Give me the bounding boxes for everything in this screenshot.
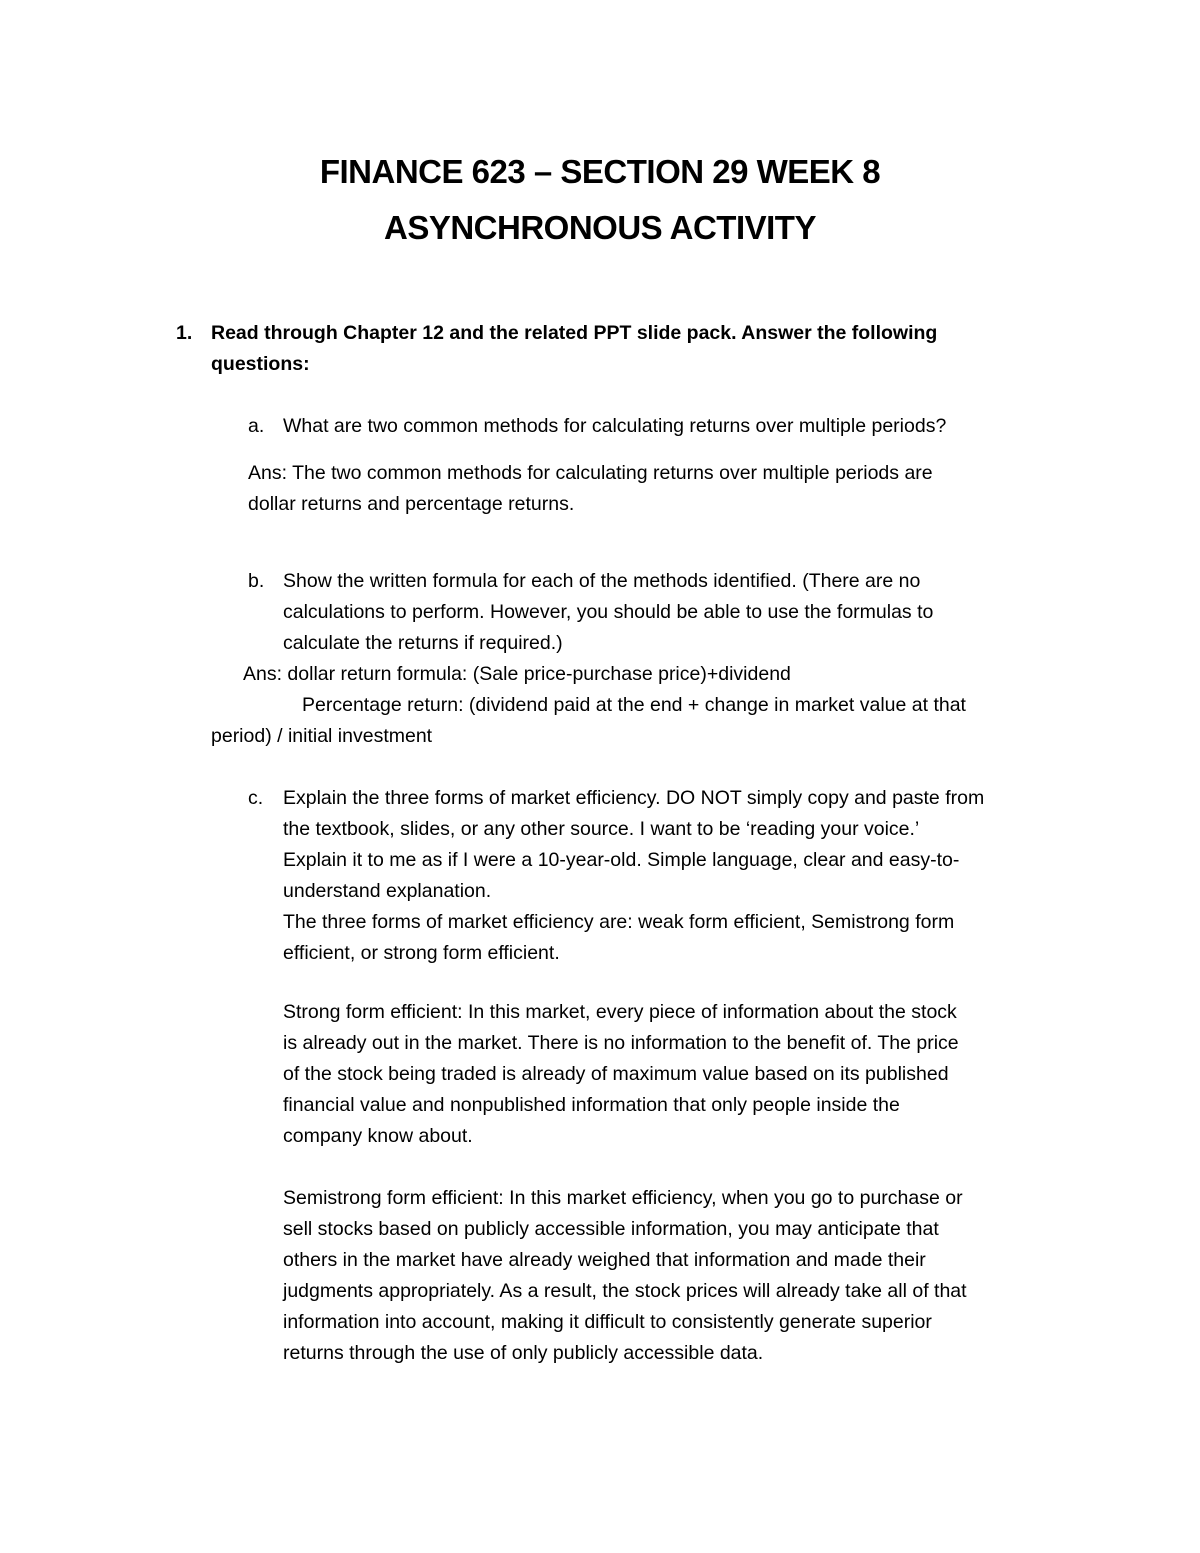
document-title-line-2: ASYNCHRONOUS ACTIVITY — [384, 209, 816, 246]
document-title-line-1: FINANCE 623 – SECTION 29 WEEK 8 — [319, 153, 881, 190]
strong-form-line-2: is already out in the market. There is no information to the benefit of. The price — [283, 1032, 959, 1054]
semistrong-form-line-3: others in the market have already weighed that information and made their — [283, 1249, 926, 1271]
question-c-line-4: understand explanation. — [283, 880, 492, 902]
question-c-line-1: Explain the three forms of market efficiency. DO NOT simply copy and paste from — [283, 787, 985, 809]
answer-a-line-2: dollar returns and percentage returns. — [248, 493, 575, 515]
answer-b-line-1: Ans: dollar return formula: (Sale price-purchase price)+dividend — [243, 663, 791, 685]
answer-c-intro-line-1: The three forms of market efficiency are: weak form efficient, Semistrong form — [283, 911, 955, 933]
question-a-marker: a. — [248, 415, 265, 437]
question-c-marker: c. — [248, 787, 264, 809]
strong-form-line-3: of the stock being traded is already of maximum value based on its published — [283, 1063, 949, 1085]
semistrong-form-line-1: Semistrong form efficient: In this market efficiency, when you go to purchase or — [283, 1187, 963, 1209]
question-c-line-2: the textbook, slides, or any other source. I want to be ‘reading your voice.’ — [283, 818, 920, 840]
strong-form-line-1: Strong form efficient: In this market, every piece of information about the stock — [283, 1001, 957, 1023]
question-1-text-line-1: Read through Chapter 12 and the related PPT slide pack. Answer the following — [211, 322, 938, 344]
answer-b-line-3: period) / initial investment — [211, 725, 433, 747]
question-b-line-2: calculations to perform. However, you should be able to use the formulas to — [283, 601, 934, 623]
strong-form-line-4: financial value and nonpublished information that only people inside the — [283, 1094, 900, 1116]
answer-c-intro-line-2: efficient, or strong form efficient. — [283, 942, 560, 964]
answer-a-line-1: Ans: The two common methods for calculating returns over multiple periods are — [248, 462, 933, 484]
question-b-marker: b. — [248, 570, 265, 592]
semistrong-form-line-5: information into account, making it difficult to consistently generate superior — [283, 1311, 932, 1333]
question-c-line-3: Explain it to me as if I were a 10-year-old. Simple language, clear and easy-to- — [283, 849, 960, 871]
question-b-line-1: Show the written formula for each of the methods identified. (There are no — [283, 570, 921, 592]
question-b-line-3: calculate the returns if required.) — [283, 632, 563, 654]
answer-b-line-2: Percentage return: (dividend paid at the end + change in market value at that — [302, 694, 966, 716]
semistrong-form-line-4: judgments appropriately. As a result, the stock prices will already take all of that — [283, 1280, 967, 1302]
question-a-text: What are two common methods for calculating returns over multiple periods? — [283, 415, 947, 437]
semistrong-form-line-2: sell stocks based on publicly accessible information, you may anticipate that — [283, 1218, 939, 1240]
strong-form-line-5: company know about. — [283, 1125, 473, 1147]
semistrong-form-line-6: returns through the use of only publicly accessible data. — [283, 1342, 764, 1364]
question-1-number: 1. — [176, 322, 193, 344]
question-1-text-line-2: questions: — [211, 353, 310, 375]
